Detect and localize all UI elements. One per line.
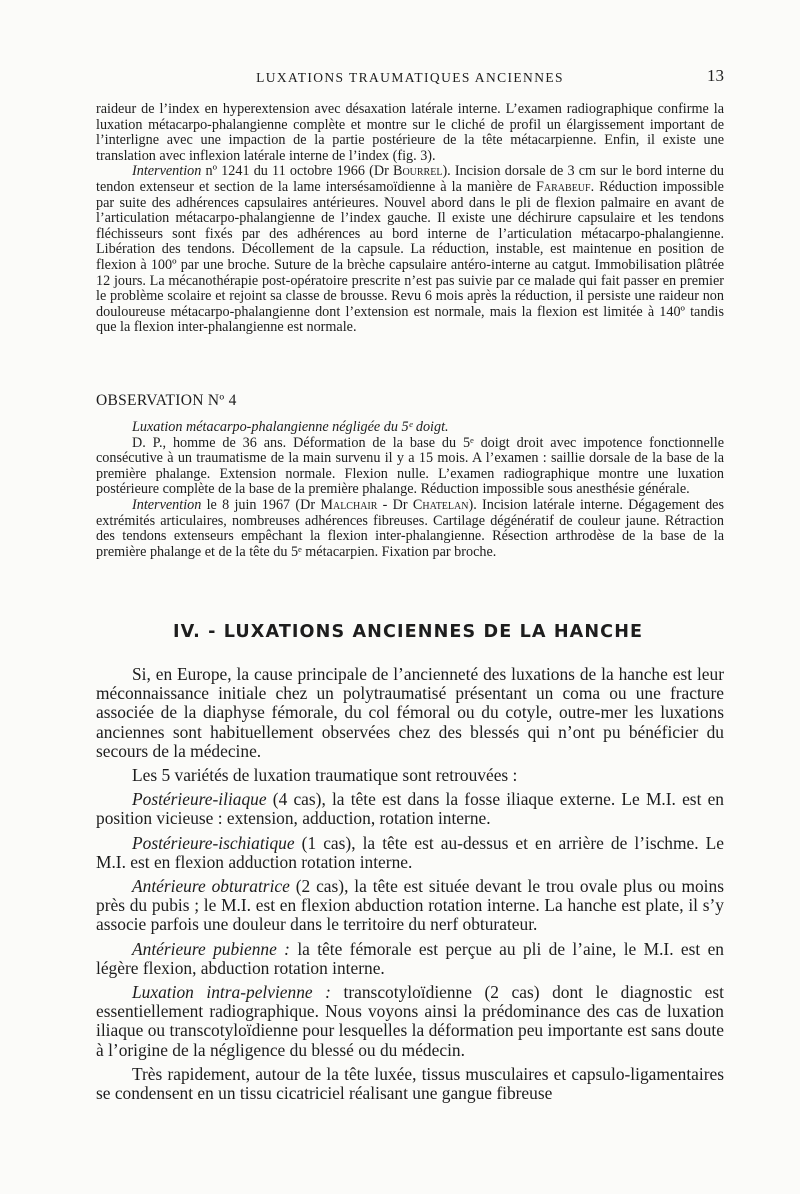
page-header [96, 64, 724, 88]
intervention-label: Intervention [132, 496, 202, 513]
observation-subtitle: Luxation métacarpo-phalangienne négligée du 5ᵉ doigt. [132, 419, 449, 435]
observation-heading: OBSERVATION Nº 4 [96, 392, 237, 409]
paragraph: Intervention le 8 juin 1967 (Dr Malchair - Dr Chatelan). Incision latérale interne. Dégagement des extrémités articulaires, nombreuses adhérences fibreuses. Cartilage dégénératif de couleur jaune. Rétraction des tendons extenseurs empêchant la flexion inter-phalangienne. Résection arthrodèse de la base de la première phalange et de la tête du 5ᵉ métacarpien. Fixation par broche. [96, 496, 724, 560]
paragraph: Intervention nº 1241 du 11 octobre 1966 (Dr Bourrel). Incision dorsale de 3 cm sur le bord interne du tendon extenseur et section de la lame intersésamoïdienne à la manière de Farabeuf. Réduction impossible par suite des adhérences capsulaires antérieures. Nouvel abord dans le pli de flexion palmaire en avant de l’articulation métacarpo-phalangienne de l’index gauche. Il existe une déchirure capsulaire et les tendons fléchisseurs sont fixés par des adhérences au bord interne de l’articulation métacarpo-phalangienne. Libération des tendons. Décollement de la capsule. La réduction, instable, est maintenue en position de flexion à 100º par une broche. Suture de la brèche capsulaire antéro-interne au catgut. Immobilisation plâtrée 12 jours. La mécanothérapie post-opératoire prescrite n’est pas suivie par ce malade qui fait passer en premier le problème scolaire et rejoint sa classe de brousse. Revu 6 mois après la réduction, il persiste une raideur non douloureuse métacarpo-phalangienne dont l’extension est normale, mais la flexion est limitée à 140º tandis que la flexion inter-phalangienne est normale. [96, 163, 725, 336]
paragraph: Les 5 variétés de luxation traumatique sont retrouvées : [132, 765, 518, 786]
variety-label: Antérieure pubienne : [132, 938, 290, 959]
section-body [96, 665, 724, 1103]
paragraph: Postérieure-ischiatique (1 cas), la tête est au-dessus et en arrière de l’ischme. Le M.I. est en flexion adduction rotation interne. [96, 832, 724, 872]
page-number: 13 [707, 66, 724, 85]
observation-text [96, 420, 724, 560]
paragraph: Postérieure-iliaque (4 cas), la tête est dans la fosse iliaque externe. Le M.I. est en position vicieuse : extension, adduction, rotation interne. [96, 789, 724, 829]
paragraph: raideur de l’index en hyperextension avec désaxation latérale interne. L’examen radiographique confirme la luxation métacarpo-phalangienne complète et montre sur le cliché de profil un élargissement important de l’interligne avec une impaction de la partie postérieure de la tête métacarpienne. Enfin, il existe une translation avec inflexion latérale interne de l’index (fig. 3). [96, 101, 724, 164]
variety-label: Luxation intra-pelvienne : [132, 982, 331, 1003]
section-heading: IV. - LUXATIONS ANCIENNES DE LA HANCHE [173, 622, 644, 642]
paragraph: D. P., homme de 36 ans. Déformation de la base du 5ᵉ doigt droit avec impotence fonctionnelle consécutive à un traumatisme de la main survenu il y a 15 mois. A l’examen : saillie dorsale de la base de la première phalange. Extension normale. Flexion nulle. L’examen radiographique montre une luxation postérieure complète de la base de la première phalange. Réduction impossible sous anesthésie générale. [96, 434, 724, 498]
variety-label: Antérieure obturatrice [132, 876, 290, 897]
variety-label: Postérieure-iliaque [132, 789, 267, 810]
surgeon-name: Bourrel [392, 163, 443, 180]
paragraph: Antérieure pubienne : la tête fémorale est perçue au pli de l’aine, le M.I. est en légère flexion, abduction rotation interne. [96, 938, 724, 978]
previous-case-text [96, 102, 724, 336]
paragraph: Très rapidement, autour de la tête luxée, tissus musculaires et capsulo-ligamentaires se condensent en un tissu cicatriciel réalisant une gangue fibreuse [96, 1063, 724, 1104]
paragraph: Si, en Europe, la cause principale de l’ancienneté des luxations de la hanche est leur méconnaissance initiale chez un polytraumatisé présentant un coma ou une fracture associée de la diaphyse fémorale, du col fémoral ou du cotyle, outre-mer les luxations anciennes sont habituellement observées chez des blessés qui n’ont pu bénéficier du secours de la médecine. [96, 664, 724, 761]
paragraph: Antérieure obturatrice (2 cas), la tête est située devant le trou ovale plus ou moins près du pubis ; le M.I. est en flexion abduction rotation interne. La hanche est plate, il s’y associe parfois une douleur dans le territoire du nerf obturateur. [96, 876, 724, 935]
intervention-label: Intervention [132, 163, 202, 180]
variety-label: Postérieure-ischiatique [132, 832, 295, 853]
running-head: LUXATIONS TRAUMATIQUES ANCIENNES [256, 70, 564, 85]
paragraph: Luxation intra-pelvienne : transcotyloïdienne (2 cas) dont le diagnostic est essentiellement radiographique. Nous voyons ainsi la prédominance des cas de luxation iliaque ou transcotyloïdienne pour lesquelles la déformation peu importante est sans doute à l’origine de la négligence du blessé ou du médecin. [96, 982, 724, 1060]
author-name: Farabeuf [536, 178, 591, 195]
surgeon-name: Malchair [320, 496, 378, 513]
surgeon-name: Chatelan [412, 496, 469, 513]
